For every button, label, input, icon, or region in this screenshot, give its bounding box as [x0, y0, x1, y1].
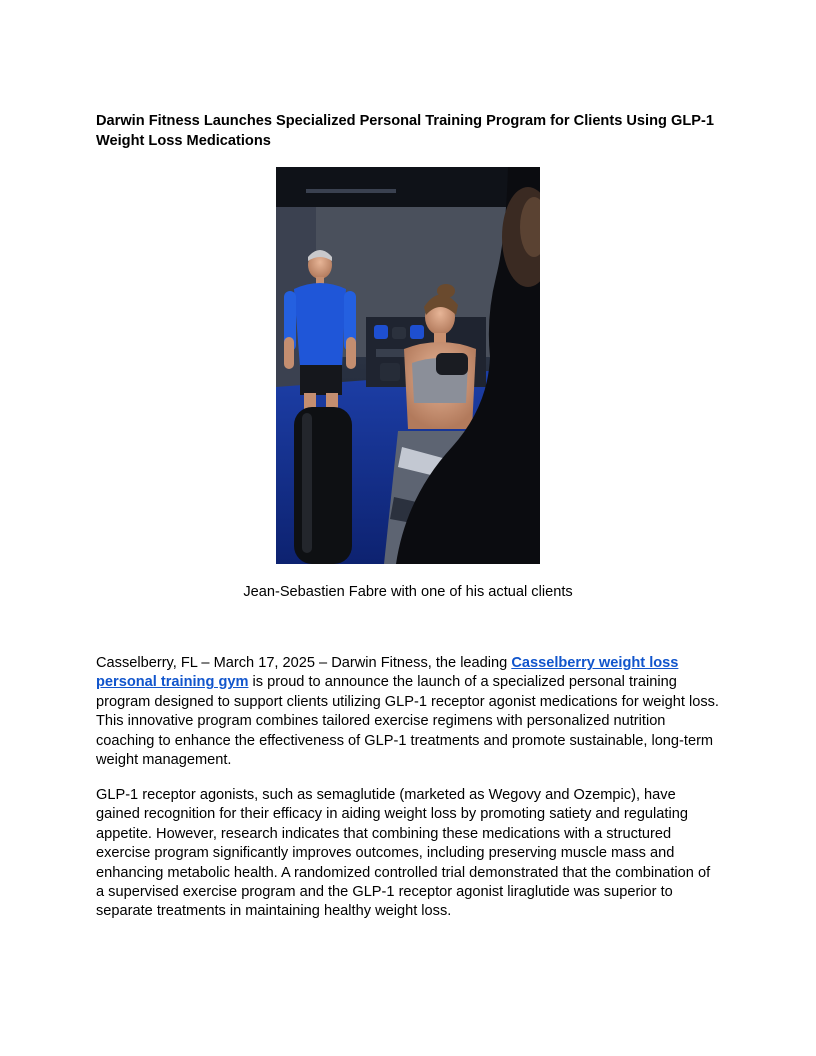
paragraph-glp1: GLP-1 receptor agonists, such as semaglutide (marketed as Wegovy and Ozempic), have gained recognition for their efficacy in aiding weight loss by promoting satiety and regulating appetite. However, research indicates that combining these medications with a structured exercise program significantly improves outcomes, including preserving muscle mass and enhancing metabolic health. A randomized controlled trial demonstrated that the combination of a supervised exercise program and the GLP-1 receptor agonist liraglutide was superior to separate treatments in maintaining healthy weight loss. [96, 787, 711, 920]
paragraph-intro [96, 654, 722, 770]
paragraph-intro-lead: Casselberry, FL – March 17, 2025 – Darwin Fitness, the leading [96, 655, 512, 671]
gym-link[interactable]: Casselberry weight loss personal training gym [96, 655, 679, 691]
article-title: Darwin Fitness Launches Specialized Personal Training Program for Clients Using GLP-1 Weight Loss Medications [96, 113, 714, 149]
paragraph-intro-rest: is proud to announce the launch of a specialized personal training program designed to support clients utilizing GLP-1 receptor agonist medications for weight loss. This innovative program combines tailored exercise regimens with personalized nutrition coaching to enhance the effectiveness of GLP-1 treatments and promote sustainable, long-term weight management. [96, 674, 719, 769]
photo-caption: Jean-Sebastien Fabre with one of his actual clients [243, 584, 573, 600]
article-photo [276, 167, 540, 564]
